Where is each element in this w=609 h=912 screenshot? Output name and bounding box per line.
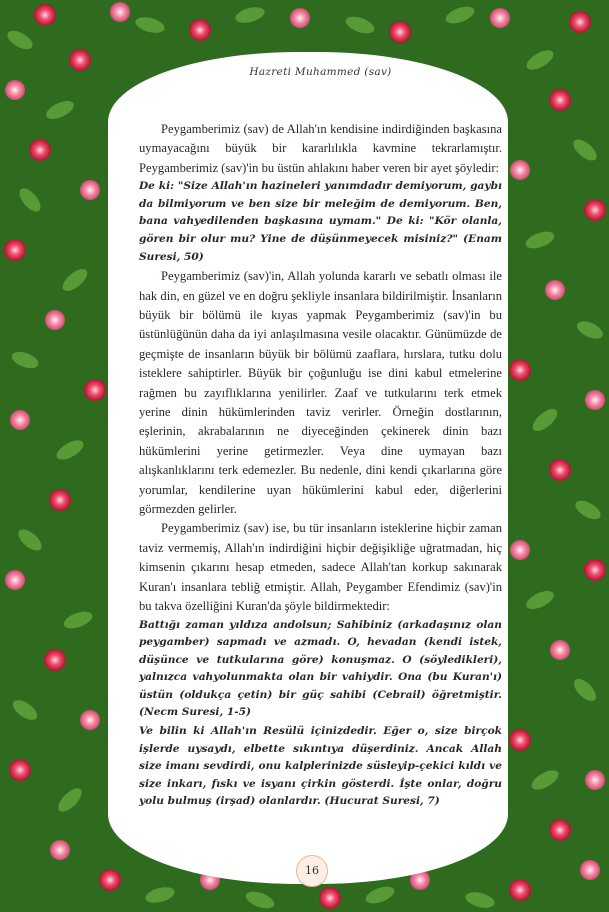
page-content — [139, 66, 502, 812]
running-header: Hazreti Muhammed (sav) — [249, 66, 392, 78]
paragraph-1: Peygamberimiz (sav) de Allah'ın kendisine indirdiğinden başkasına uymayacağını büyük bir kararlılıkla kavmine tekrarlamıştır. Peygamberimiz (sav)'in bu üstün ahlakını haber veren bir ayet şöyledir: — [139, 122, 502, 175]
paragraph-3: Peygamberimiz (sav) ise, bu tür insanların isteklerine hiçbir zaman taviz vermemiş, Allah'ın indirdiğini hiçbir değişikliğe uğratmadan, hiç kimsenin çıkarını hesap etmeden, sadece Allah'tan korkup sakınarak Kuran'ı insanlara tebliğ etmiştir. Allah, Peygamber Efendimiz (sav)'in bu takva özelliğini Kuran'da şöyle bildirmektedir: — [139, 521, 502, 614]
quote-hucurat-7: Ve bilin ki Allah'ın Resülü içinizdedir. Eğer o, size birçok işlerde uysaydı, elbette sıkıntıya düşerdiniz. Ancak Allah size imanı sevdirdi, onu kalplerinizde süsleyip-çekici kıldı ve size inkarı, fıskı ve isyanı çirkin gösterdi. İşte onlar, doğru yolu bulmuş (irşad) olanlardır. (Hucurat Suresi, 7) — [139, 725, 502, 808]
page-number: 16 — [296, 855, 328, 887]
quote-enam-50: De ki: "Size Allah'ın hazineleri yanımdadır demiyorum, gaybı da bilmiyorum ve ben size bir meleğim de demiyorum. Ben, bana vahyedilenden başkasına uymam." De ki: "Kör olanla, gören bir olur mu? Yine de düşünmeyecek misiniz?" (Enam Suresi, 50) — [139, 180, 502, 263]
quote-necm-1-5: Battığı zaman yıldıza andolsun; Sahibiniz (arkadaşınız olan peygamber) sapmadı ve azmadı. O, hevadan (kendi istek, düşünce ve tutkularına göre) konuşmaz. O (söyledikleri), yalnızca vahyolunmakta olan bir vahiydir. Ona (bu Kuran'ı) üstün (oldukça çetin) bir güç sahibi (Cebrail) öğretmiştir. (Necm Suresi, 1-5) — [139, 618, 502, 719]
paragraph-2: Peygamberimiz (sav)'in, Allah yolunda kararlı ve sebatlı olması ile hak din, en güzel ve en doğru şekliyle insanlara bildirilmiştir. İnsanların büyük bir bölümü ile kıyas yapmak Peygamberimiz (sav)'in bu üstünlüğünün daha da iyi anlaşılmasına vesile olacaktır. Günümüzde de geçmişte de insanların büyük bir bölümü zaaflara, hırslara, tutku dolu isteklere sahiptirler. Büyük bir çoğunluğu ise dini kabul etmelerine rağmen bu zayıflıklarına yenilirler. Zaaf ve tutkularını terk etmek yerine dinin hükümlerinden taviz verirler. Örneğin dostlarının, eşlerinin, akrabalarının ne diyeceğinden çekinerek dinin bazı hükümlerini yerine getirmezler. Veya dine uymayan bazı alışkanlıklarını terk edemezler. Bu nedenle, dini kendi çıkarlarına göre yorumlar, kendilerine uyan hükümlerini kabul eder, diğerlerini görmezden gelirler. — [139, 269, 502, 517]
